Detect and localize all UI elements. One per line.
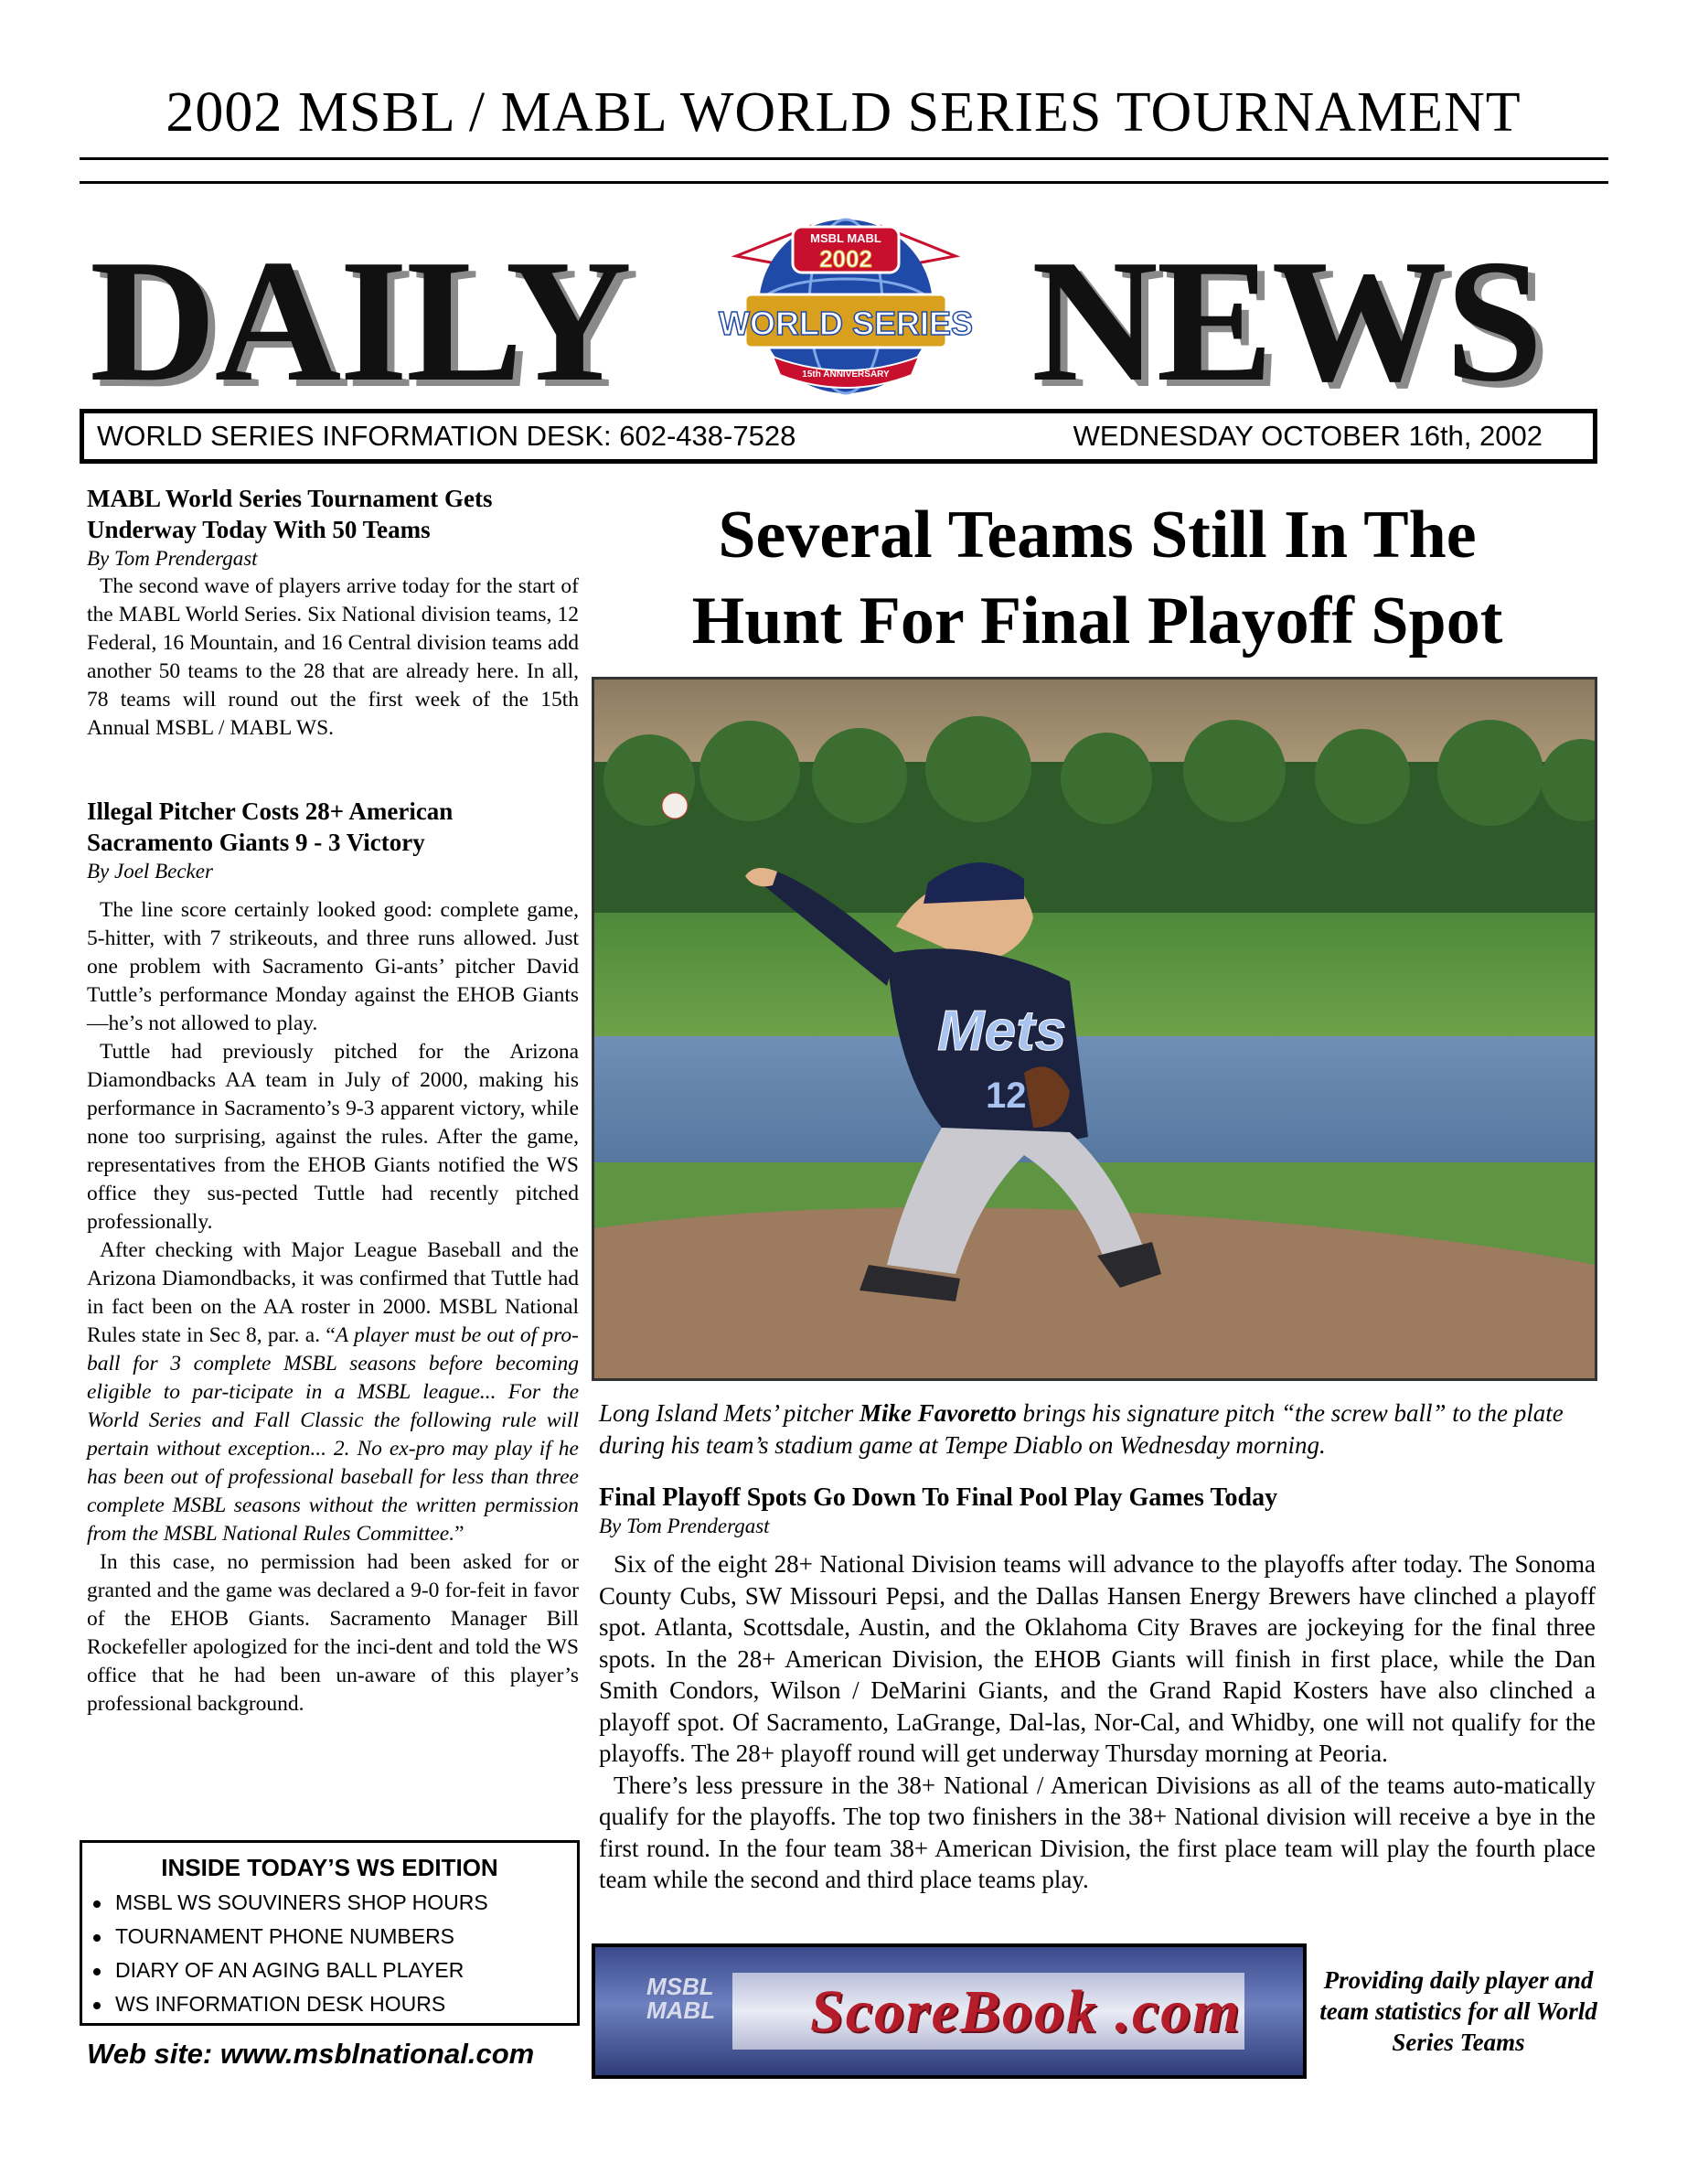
article-headline: MABL World Series Tournament Gets Underway Today With 50 Teams [87,485,493,543]
rules-quote: A player must be out of pro-ball for 3 complete MSBL seasons before becoming eligible to par-ticipate in a MSBL league... For the World Series and Fall Classic the following rule will pertain without exception... 2. No ex-pro may play if he has been out of professional baseball for less than three complete MSBL seasons without the written permission from the MSBL National Rules Committee. [87,1323,579,1546]
scorebook-banner-ad[interactable] [592,1943,1307,2079]
article-paragraph: Six of the eight 28+ National Division teams will advance to the playoffs after today. The Sonoma County Cubs, SW Missouri Pepsi, and the Dallas Hansen Energy Brewers have clinched a playoff spot. Atlanta, Scottsdale, Austin, and the Oklahoma City Braves are jockeying for the final three spots. In the 28+ American Division, the EHOB Giants will finish in first place, while the Dan Smith Condors, Wilson / DeMarini Giants, and the Grand Rapid Kosters have also clinched a playoff spot. Of Sacramento, LaGrange, Dal-las, Nor-Cal, and Whidby, one will not qualify for the playoffs. The 28+ playoff round will get underway Thursday morning at Peoria. [599,1550,1596,1767]
inside-edition-box [80,1840,580,2026]
world-series-logo [709,192,983,402]
article-tournament-underway [87,483,579,743]
article-body [87,573,579,743]
banner-msbl-logo: MSBL MABL [646,1973,716,2024]
list-item: DIARY OF AN AGING BALL PLAYER [93,1954,577,1987]
issue-date: WEDNESDAY OCTOBER 16th, 2002 [1073,420,1543,452]
article-illegal-pitcher [87,796,579,1718]
info-bar [80,409,1597,464]
bullet-icon [93,2002,101,2009]
article-paragraph: There’s less pressure in the 38+ National / American Divisions as all of the teams auto-matically qualify for the playoffs. The top two finishers in the 38+ National division will receive a bye in the first round. In the four team 38+ American Division, the first place team will play the fourth place team while the second and third place teams play. [599,1771,1596,1893]
bullet-icon [93,1968,101,1975]
article-paragraph: The second wave of players arrive today for the start of the MABL World Series. Six National division teams, 12 Federal, 16 Mountain, and 16 Central division teams add another 50 teams to the 28 that are already here. In all, 78 teams will round out the first week of the 15th Annual MSBL / MABL WS. [87,574,579,740]
article-paragraph: Tuttle had previously pitched for the Arizona Diamondbacks AA team in July of 2000, making his performance in Sacramento’s 9-3 apparent victory, while none too surprising, against the rules. After the game, representatives from the EHOB Giants notified the WS office they sus-pected Tuttle had recently pitched professionally. [87,1040,579,1234]
article-body [87,896,579,1718]
logo-name: WORLD SERIES [718,305,974,342]
article-byline: By Joel Becker [87,860,213,883]
article-paragraph [87,1237,579,1548]
header-rule-top [80,157,1608,160]
caption-rest: brings his signature pitch “the screw ball” to the plate during his team’s stadium game at Tempe Diablo on Wednesday morning. [599,1399,1564,1459]
main-headline [599,492,1596,664]
website-link[interactable]: Web site: www.msblnational.com [87,2038,535,2070]
photo-caption [599,1397,1596,1461]
list-item: MSBL WS SOUVINERS SHOP HOURS [93,1886,577,1920]
article-headline: Illegal Pitcher Costs 28+ American Sacramento Giants 9 - 3 Victory [87,798,454,856]
info-desk-phone: WORLD SERIES INFORMATION DESK: 602-438-7528 [97,420,796,452]
masthead-daily: DAILY [90,223,631,418]
article-playoff-spots [599,1548,1596,1896]
rules-intro: After checking with Major League Baseball and the Arizona Diamondbacks, it was confirmed that Tuttle had in fact been on the AA roster in 2000. MSBL National Rules state in Sec 8, par. a. “ [87,1238,579,1347]
rules-quote-close: ” [454,1522,464,1546]
header-rule-bottom [80,181,1608,184]
article-byline: By Tom Prendergast [87,547,258,570]
inside-edition-title: INSIDE TODAY’S WS EDITION [161,1854,498,1881]
logo-anniversary: 15th ANNIVERSARY [802,369,890,380]
main-headline-line-2: Hunt For Final Playoff Spot [691,583,1503,658]
pitcher-photo [592,677,1597,1381]
logo-top-text: MSBL MABL [810,231,881,245]
article-paragraph: In this case, no permission had been asked for or granted and the game was declared a 9-0 for-feit in favor of the EHOB Giants. Sacramento Manager Bill Rockefeller apologized for the inci-dent and told the WS office that he had been un-aware of this player’s professional background. [87,1550,579,1716]
article-byline: By Tom Prendergast [599,1515,770,1537]
bullet-icon [93,1900,101,1908]
scorebook-promo-text: Providing daily player and team statistics for all World Series Teams [1319,1966,1597,2056]
masthead-news: NEWS [1031,223,1542,418]
article-headline: Final Playoff Spots Go Down To Final Pool Play Games Today [599,1483,1278,1512]
list-item: TOURNAMENT PHONE NUMBERS [93,1920,577,1954]
logo-year: 2002 [819,245,872,273]
jersey-number: 12 [986,1076,1027,1116]
main-headline-line-1: Several Teams Still In The [718,498,1477,573]
article-paragraph: The line score certainly looked good: complete game, 5-hitter, with 7 strikeouts, and three runs allowed. Just one problem with Sacramento Gi-ants’ pitcher David Tuttle’s performance Monday against the EHOB Giants—he’s not allowed to play. [87,898,579,1035]
list-item: WS INFORMATION DESK HOURS [93,1987,577,2021]
caption-lead: Long Island Mets’ pitcher [599,1399,860,1427]
banner-site-name: ScoreBook .com [810,1978,1242,2045]
tournament-title: 2002 MSBL / MABL WORLD SERIES TOURNAMENT [165,81,1522,144]
bullet-icon [93,1934,101,1942]
caption-player-name: Mike Favoretto [859,1399,1017,1427]
jersey-text: Mets [937,1000,1067,1063]
